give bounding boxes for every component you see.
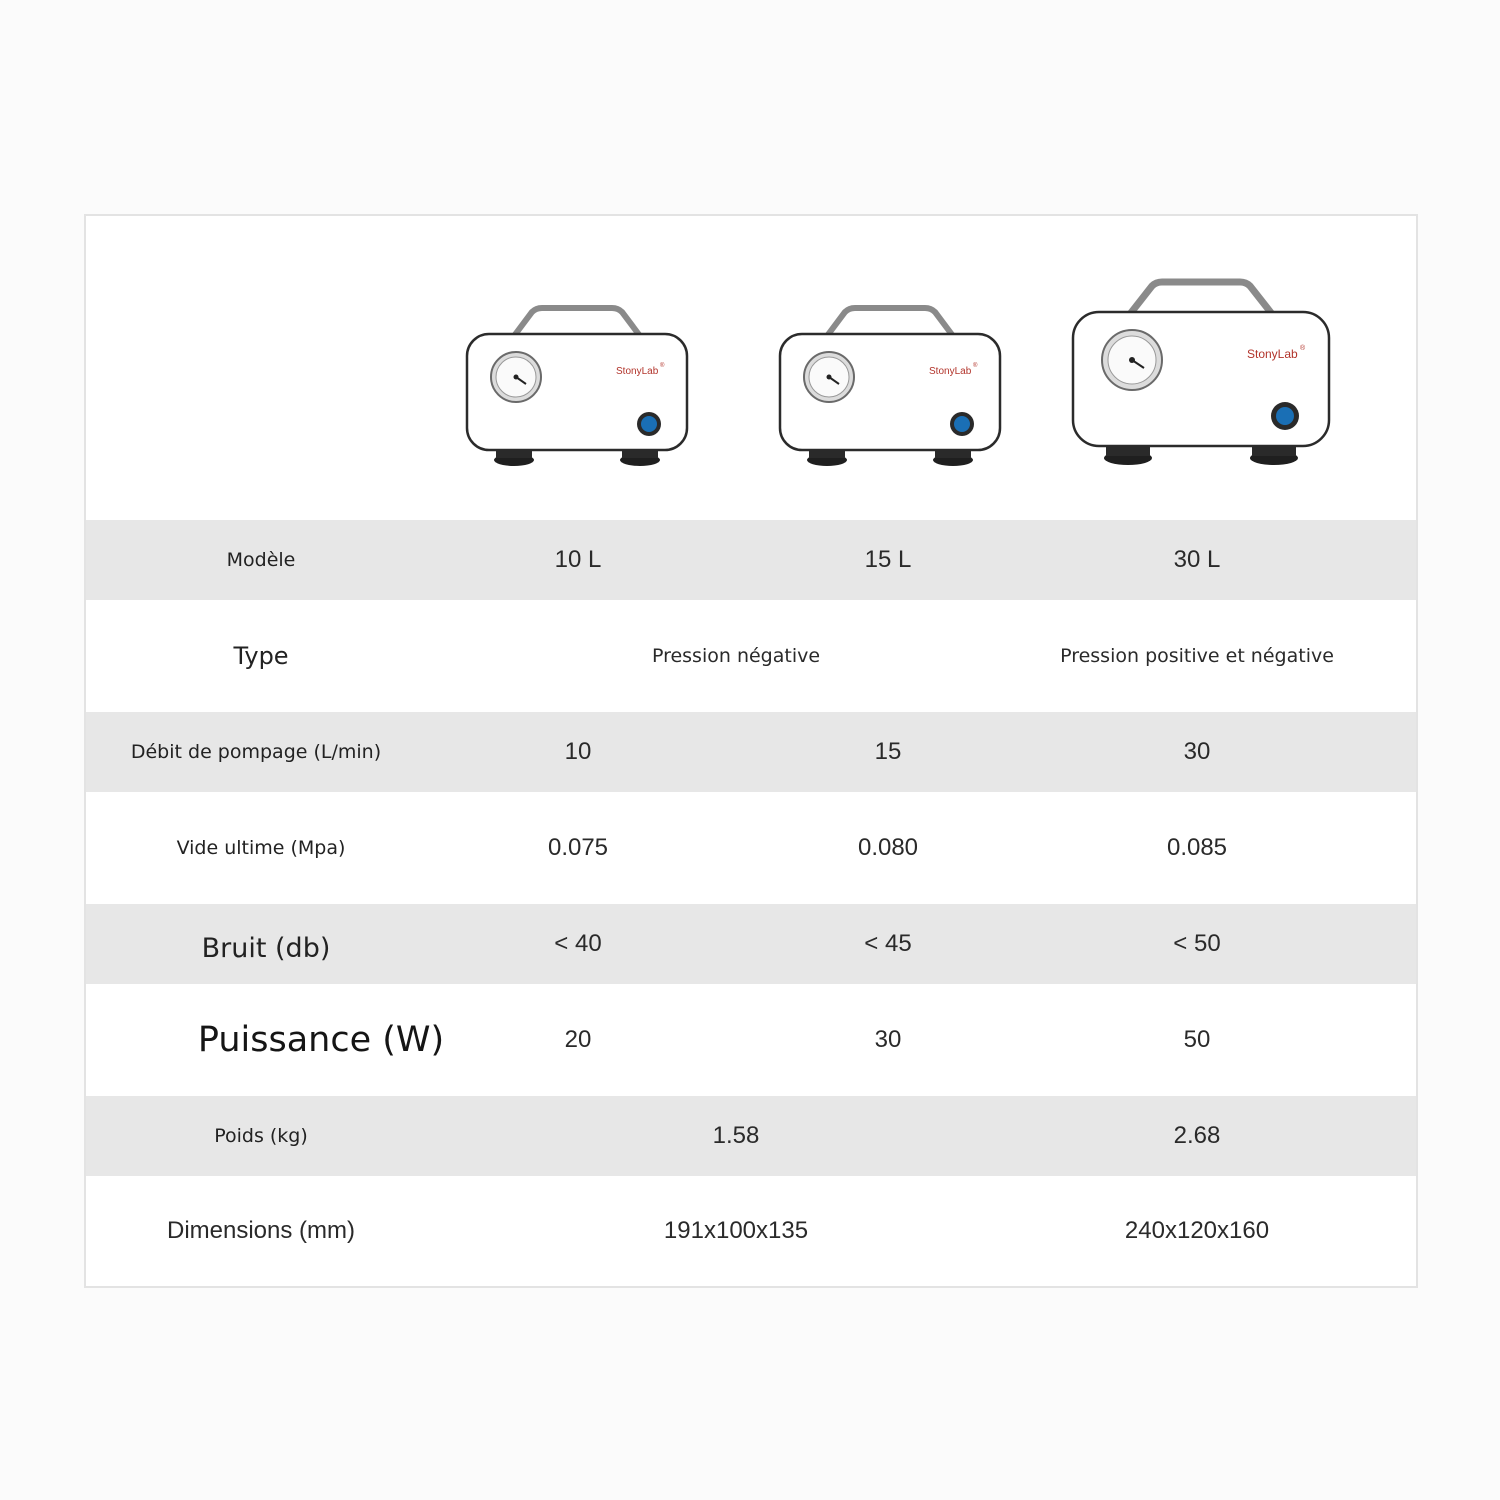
cell-value: 20	[564, 1026, 592, 1053]
row-label: Puissance (W)	[197, 1020, 445, 1060]
row-modele	[86, 520, 1416, 600]
row-label: Dimensions (mm)	[166, 1217, 355, 1244]
cell-value: 30	[1183, 738, 1211, 765]
row-vide	[86, 792, 1416, 904]
cell-value: 15 L	[864, 546, 912, 573]
brand-text: StonyLab	[616, 366, 659, 377]
comparison-table	[84, 214, 1418, 1288]
cell-value: 10	[564, 738, 592, 765]
svg-text:®: ®	[660, 363, 665, 369]
row-label: Poids (kg)	[214, 1125, 308, 1147]
row-dimensions	[86, 1176, 1416, 1286]
product-images	[86, 216, 1416, 520]
cell-value: Pression positive et négative	[1060, 645, 1334, 667]
brand-text: StonyLab	[1247, 347, 1298, 361]
brand-text: StonyLab	[929, 366, 972, 377]
pump-image-30l	[1070, 278, 1332, 468]
cell-value: < 45	[864, 930, 912, 957]
cell-value: 15	[874, 738, 902, 765]
svg-text:®: ®	[973, 363, 978, 369]
cell-value: 10 L	[554, 546, 602, 573]
cell-value: 30	[874, 1026, 902, 1053]
pump-image-15l	[777, 304, 1003, 468]
row-label: Type	[233, 642, 289, 670]
row-label: Débit de pompage (L/min)	[130, 741, 382, 763]
cell-value: 30 L	[1173, 546, 1221, 573]
pump-image-10l	[464, 304, 690, 468]
row-puissance	[86, 984, 1416, 1096]
cell-value: 191x100x135	[663, 1217, 809, 1244]
row-debit	[86, 712, 1416, 792]
cell-value: 0.085	[1166, 834, 1228, 861]
row-label: Vide ultime (Mpa)	[176, 837, 346, 859]
cell-value: 0.075	[547, 834, 609, 861]
cell-value: 1.58	[712, 1122, 760, 1149]
cell-value: 0.080	[857, 834, 919, 861]
svg-text:®: ®	[1300, 345, 1306, 352]
cell-value: 50	[1183, 1026, 1211, 1053]
row-type	[86, 600, 1416, 712]
cell-value: < 40	[554, 930, 602, 957]
cell-value: < 50	[1173, 930, 1221, 957]
row-label: Modèle	[226, 549, 296, 571]
cell-value: 2.68	[1173, 1122, 1221, 1149]
row-label: Bruit (db)	[201, 932, 331, 964]
row-bruit	[86, 904, 1416, 984]
row-poids	[86, 1096, 1416, 1176]
cell-value: 240x120x160	[1124, 1217, 1270, 1244]
cell-value: Pression négative	[651, 645, 821, 667]
